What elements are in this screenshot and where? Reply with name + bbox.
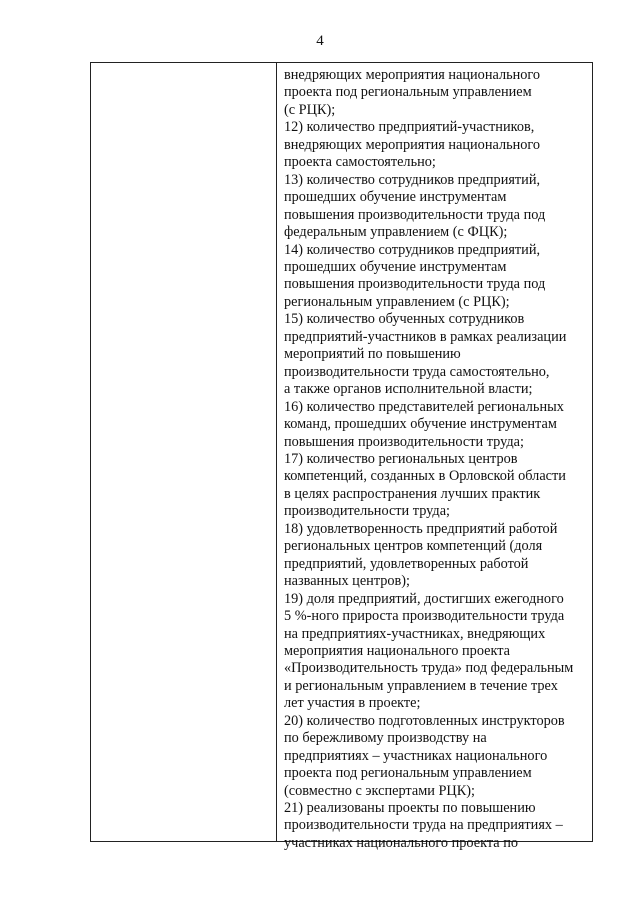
text-line: прошедших обучение инструментам — [284, 258, 507, 275]
text-line: повышения производительности труда под — [284, 276, 546, 293]
text-line: мероприятий по повышению — [284, 346, 461, 363]
text-line: (с РЦК); — [284, 101, 336, 118]
text-line: внедряющих мероприятия национального — [284, 67, 541, 83]
text-line: названных центров); — [284, 573, 411, 590]
text-line: предприятиях – участниках национального — [284, 747, 548, 764]
text-line: на предприятиях-участниках, внедряющих — [284, 625, 546, 642]
text-line: а также органов исполнительной власти; — [284, 381, 533, 398]
text-line: повышения производительности труда под — [284, 206, 546, 223]
text-line: проекта самостоятельно; — [284, 154, 436, 171]
text-line: региональных центров компетенций (доля — [284, 538, 543, 555]
text-line: лет участия в проекте; — [284, 695, 421, 712]
text-line: 20) количество подготовленных инструкторов — [284, 712, 565, 729]
text-line: участниках национального проекта по — [284, 834, 518, 851]
table-right-cell — [277, 63, 592, 851]
page-number: 4 — [316, 33, 324, 49]
text-line: федеральным управлением (с ФЦК); — [284, 224, 508, 241]
text-line: (совместно с экспертами РЦК); — [284, 782, 476, 799]
text-line: проекта под региональным управлением — [284, 84, 532, 101]
table-left-cell — [91, 63, 277, 841]
document-table — [90, 62, 593, 851]
text-line: 18) удовлетворенность предприятий работой — [284, 520, 558, 537]
text-line: по бережливому производству на — [284, 730, 487, 747]
text-line: команд, прошедших обучение инструментам — [284, 416, 557, 433]
text-line: проекта под региональным управлением — [284, 765, 532, 782]
text-line: 14) количество сотрудников предприятий, — [284, 241, 541, 258]
text-line: в целях распространения лучших практик — [284, 485, 541, 502]
text-line: региональным управлением (с РЦК); — [284, 293, 510, 310]
text-line: и региональным управлением в течение трех — [284, 677, 558, 694]
text-line: производительности труда самостоятельно, — [284, 363, 550, 380]
text-line: мероприятия национального проекта — [284, 642, 511, 659]
text-line: внедряющих мероприятия национального — [284, 136, 541, 153]
text-line: предприятий, удовлетворенных работой — [284, 555, 529, 572]
text-line: 15) количество обученных сотрудников — [284, 311, 525, 328]
text-line: производительности труда; — [284, 503, 451, 520]
text-line: 21) реализованы проекты по повышению — [284, 800, 536, 817]
text-line: прошедших обучение инструментам — [284, 189, 507, 206]
text-line: 17) количество региональных центров — [284, 450, 518, 467]
text-line: производительности труда на предприятиях – — [284, 817, 563, 834]
text-line: 5 %-ного прироста производительности труда — [284, 608, 565, 625]
text-line: 16) количество представителей региональных — [284, 398, 564, 415]
text-line: 13) количество сотрудников предприятий, — [284, 171, 541, 188]
text-line: «Производительность труда» под федеральным — [284, 660, 574, 677]
text-line: предприятий-участников в рамках реализации — [284, 328, 567, 345]
text-line: 19) доля предприятий, достигших ежегодного — [284, 590, 564, 607]
text-line: компетенций, созданных в Орловской области — [284, 468, 566, 485]
text-line: 12) количество предприятий-участников, — [284, 119, 535, 136]
text-line: повышения производительности труда; — [284, 433, 524, 450]
